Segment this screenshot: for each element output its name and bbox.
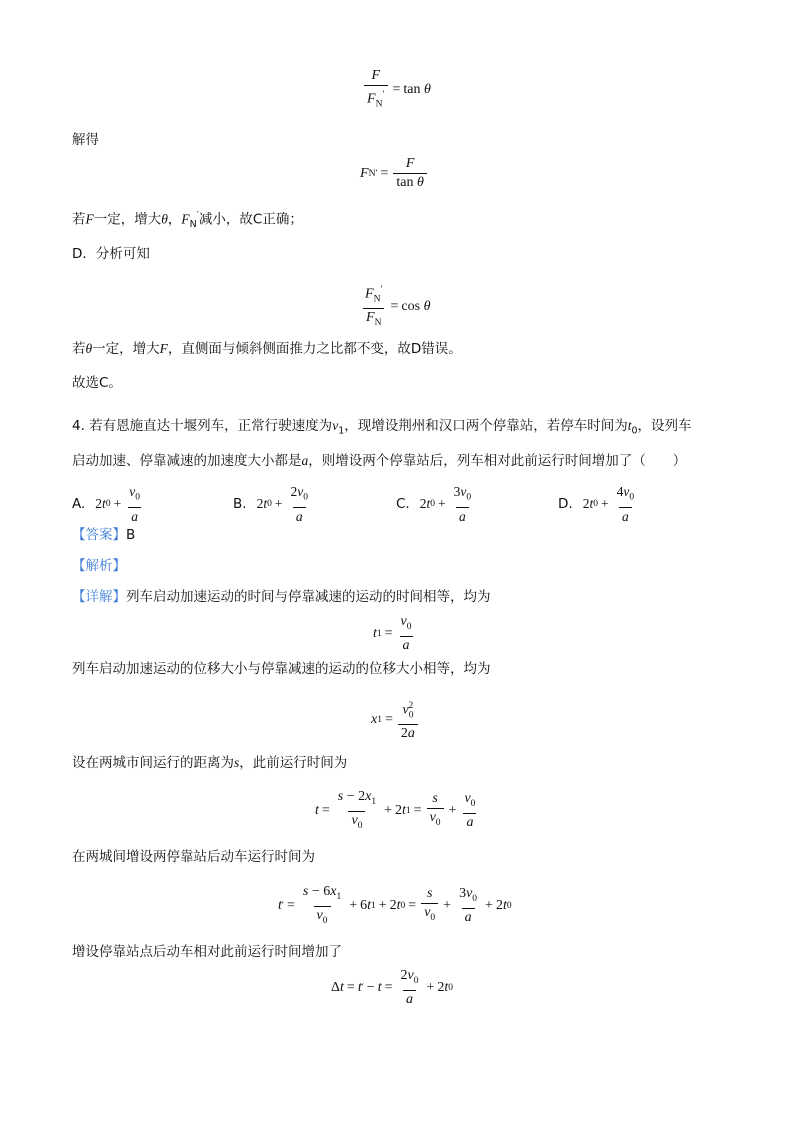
option-b[interactable]: B. 2 t 0 + $\frac{2v_0}{a}$ [233,484,308,524]
option-d[interactable]: D. 2 t 0 + $\frac{4v_0}{a}$ [558,484,635,524]
equation-x1: x 1 = $\frac{v_0^2}{2a}$ [371,698,420,742]
equation-delta-t: Δ t = t ′ − t = $\frac{2v_0}{a}$ + 2 t 0 [331,968,453,1007]
detail-line-4: 在两城间增设两停靠站后动车运行时间为 [72,849,315,865]
detail-line-1: 【详解】列车启动加速运动的时间与停靠减速的运动的时间相等，均为 [72,589,491,605]
equation-t1: t 1 = $\frac{v_0}{a}$ [373,614,412,653]
text-jiede: 解得 [72,132,99,148]
question-line-2: 启动加速、停靠减速的加速度大小都是a，则增设两个停靠站后，列车相对此前运行时间增加了（ ） [72,453,687,469]
question-line-1: 4. 若有恩施直达十堰列车，正常行驶速度为$v_1$，现增设荆州和汉口两个停靠站，若停车时间为$t_0$，设列车 [72,418,692,437]
text-choose: 故选C。 [72,375,122,391]
text-option-d-analysis: 若θ一定，增大F，直侧面与倾斜侧面推力之比都不变，故D错误。 [72,341,462,357]
option-a[interactable]: A. 2 t 0 + $\frac{v_0}{a}$ [72,484,140,524]
answer-line: 【答案】B [72,527,136,543]
text-option-c-analysis: 若F一定，增大θ，$F_N'$减小，故C正确； [72,210,303,231]
analysis-tag: 【解析】 [72,558,126,574]
detail-line-3: 设在两城市间运行的距离为s，此前运行时间为 [72,755,348,771]
equation-fn: F N ′ = $\frac{F}{\text{tan θ}}$ [360,156,429,191]
equation-t-prime: t ′ = $\frac{s - 6x_1}{v_0}$ + 6 t 1 + 2 t 0 = $\frac{s}{v_0}$ + $\frac{3v_0}{a}$ + 2 t 0 [278,884,512,929]
equation-tan: $\frac{F}{F_N'}$ = tan θ [362,68,431,112]
option-c[interactable]: C. 2 t 0 + $\frac{3v_0}{a}$ [396,484,472,524]
equation-cos: $\frac{F_N'}{F_N}$ = cos θ [360,282,430,331]
equation-t: t = $\frac{s - 2x_1}{v_0}$ + 2 t 1 = $\frac{s}{v_0}$ + $\frac{v_0}{a}$ [315,789,480,834]
text-option-d-label: D．分析可知 [72,246,150,262]
detail-line-2: 列车启动加速运动的位移大小与停靠减速的运动的位移大小相等，均为 [72,661,491,677]
detail-line-5: 增设停靠站点后动车相对此前运行时间增加了 [72,944,342,960]
